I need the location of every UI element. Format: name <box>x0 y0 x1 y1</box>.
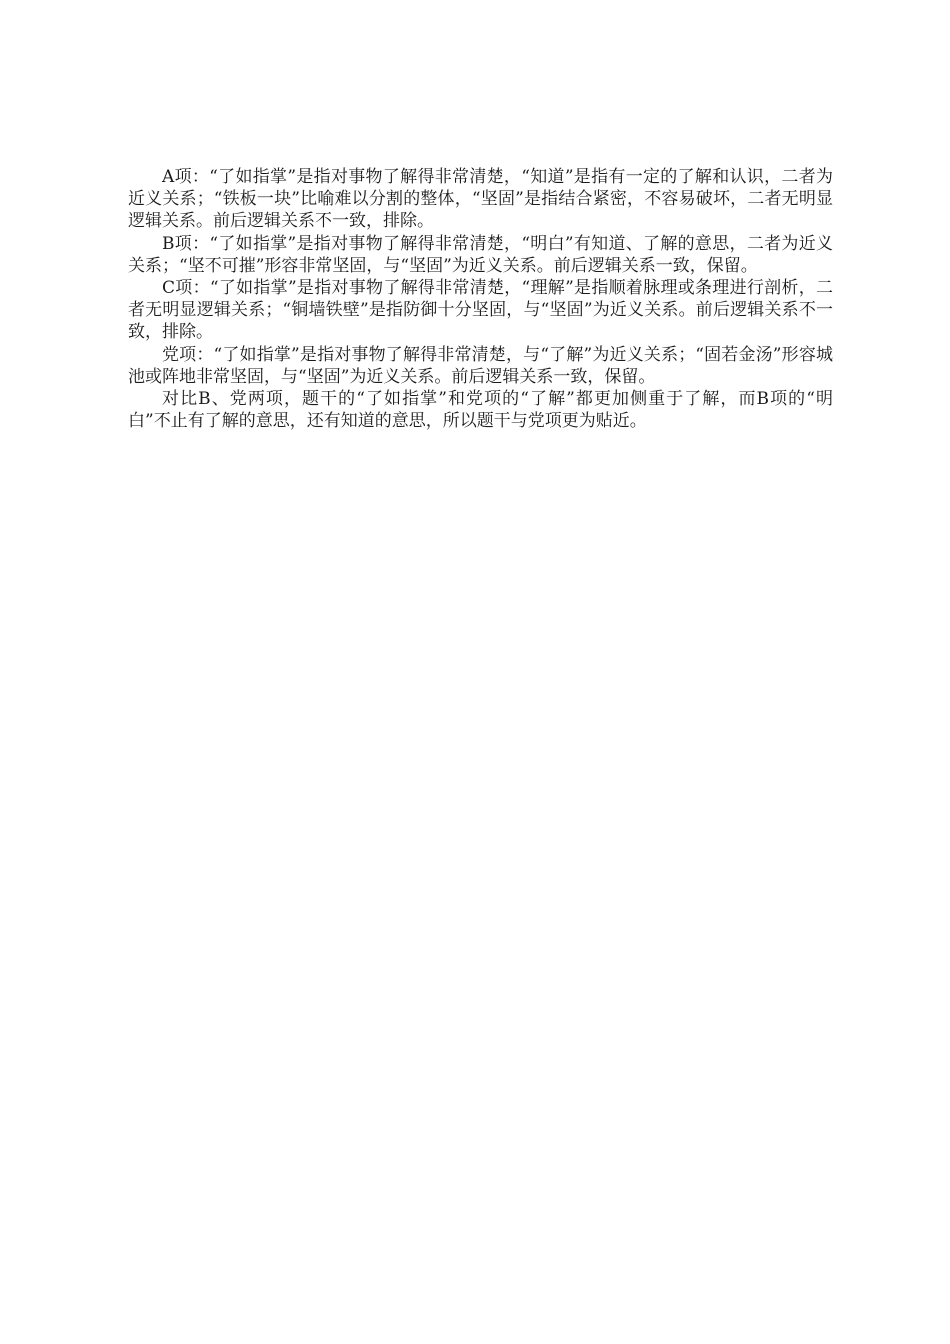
paragraph-option-d: 党项：“了如指掌”是指对事物了解得非常清楚，与“了解”为近义关系；“固若金汤”形容城池或阵地非常坚固，与“坚固”为近义关系。前后逻辑关系一致，保留。 <box>128 344 833 387</box>
paragraph-option-b: B项：“了如指掌”是指对事物了解得非常清楚，“明白”有知道、了解的意思，二者为近义关系；“坚不可摧”形容非常坚固，与“坚固”为近义关系。前后逻辑关系一致，保留。 <box>128 233 833 276</box>
paragraph-comparison: 对比B、党两项，题干的“了如指掌”和党项的“了解”都更加侧重于了解，而B项的“明白”不止有了解的意思，还有知道的意思，所以题干与党项更为贴近。 <box>128 389 833 432</box>
paragraph-option-a: A项：“了如指掌”是指对事物了解得非常清楚，“知道”是指有一定的了解和认识，二者为近义关系；“铁板一块”比喻难以分割的整体，“坚固”是指结合紧密，不容易破坏，二者无明显逻辑关系。前后逻辑关系不一致，排除。 <box>128 167 833 232</box>
document-body <box>128 166 833 432</box>
paragraph-option-c: C项：“了如指掌”是指对事物了解得非常清楚，“理解”是指顺着脉理或条理进行剖析，二者无明显逻辑关系；“铜墙铁壁”是指防御十分坚固，与“坚固”为近义关系。前后逻辑关系不一致，排除。 <box>128 278 833 343</box>
